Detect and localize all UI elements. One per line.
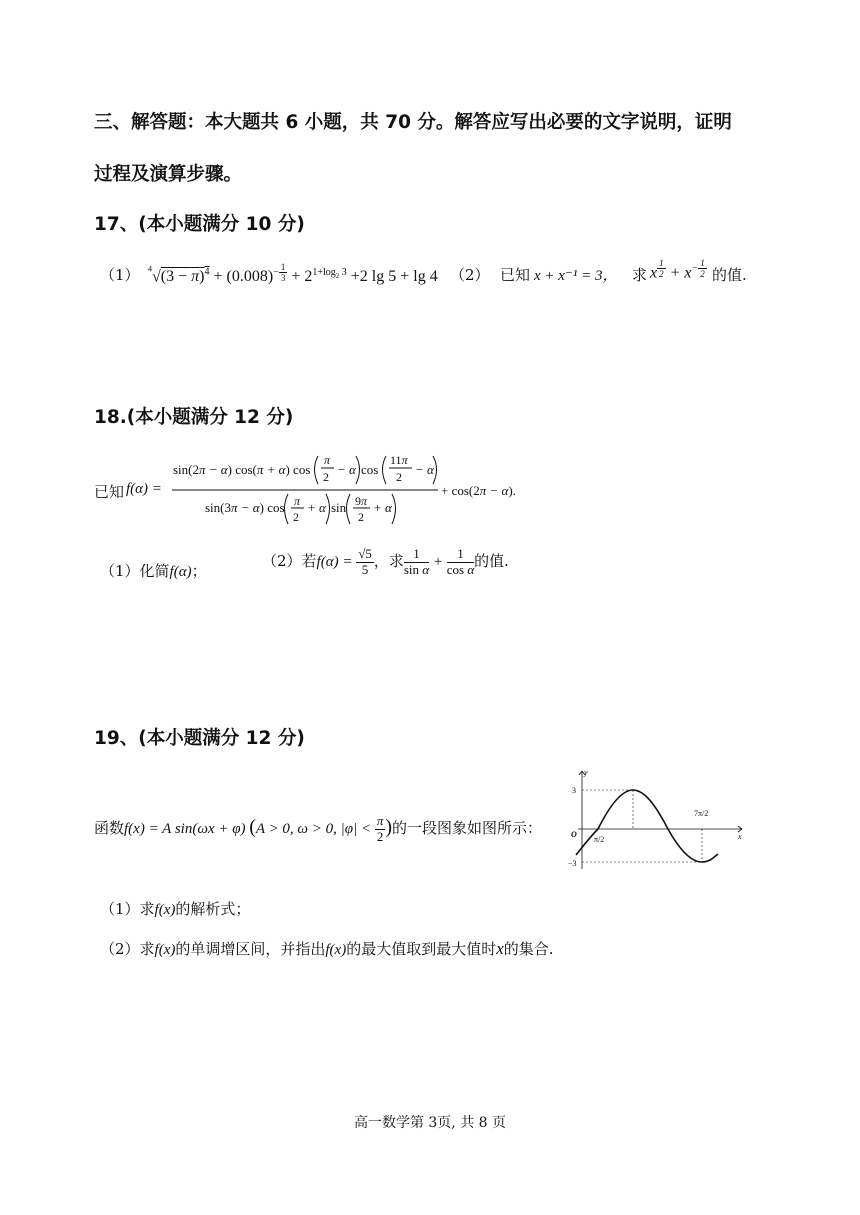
q19-header: 19、(本小题满分 12 分)	[94, 728, 305, 749]
q19-part2	[100, 938, 554, 959]
q18-part1-tail: ；	[191, 562, 207, 580]
q17-part2-seek: 求	[632, 266, 648, 284]
graph-y-label: y	[584, 768, 588, 777]
q19-part1-label: （1）求	[100, 900, 155, 918]
q18-part2-expr: $\frac{1}{\text{sin α}}$ + $\frac{1}{\text{cos α}}$	[403, 546, 475, 577]
q19-part2-mid2: 的最大值取到最大值时	[346, 940, 497, 958]
svg-text:2: 2	[293, 510, 299, 524]
q19-part2-x: x	[496, 939, 504, 958]
section-title-line2: 过程及演算步骤。	[94, 164, 243, 185]
svg-text:cos: cos	[361, 462, 379, 477]
svg-text:9π: 9π	[355, 494, 368, 508]
q19-part2-f1: f(x)	[154, 942, 176, 958]
svg-text:+ α: + α	[307, 500, 326, 515]
q18-part2-mid: ，求	[373, 551, 404, 570]
graph-tick-x2: 7π/2	[694, 809, 709, 818]
section-title-line1: 三、解答题：本大题共 6 小题，共 70 分。解答应写出必要的文字说明，证明	[94, 112, 732, 133]
graph-tick-x1: π/2	[594, 835, 605, 844]
q19-part1-f: f(x)	[154, 902, 176, 918]
q19-part2-mid: 的单调增区间，并指出	[175, 940, 326, 958]
svg-text:π: π	[294, 494, 301, 508]
svg-text:2: 2	[358, 510, 364, 524]
q18-header: 18.(本小题满分 12 分)	[94, 407, 294, 428]
q19-part1-tail: 的解析式；	[175, 900, 251, 918]
sine-curve	[576, 790, 718, 862]
q19-function-def: f(x) = A sin(ωx + φ) (A > 0, ω > 0, |φ| < $\frac{\pi}{2}$ )	[124, 813, 393, 844]
q18-part2-tail: 的值.	[474, 551, 509, 570]
q17-part2-given: 已知	[500, 266, 531, 284]
svg-text:11π: 11π	[390, 453, 408, 467]
q17-part1-expression: $^4√(3 - \pi)^4 + (0.008)^{- \frac{1}{3}}$ + $2^{1+log_2 3} +2$ lg 5 + lg 4	[148, 262, 438, 286]
q19-sine-graph	[560, 765, 750, 875]
q17-part2-condition: x + x⁻¹ = 3，	[534, 268, 618, 284]
q19-intro	[94, 814, 542, 845]
q19-part1	[100, 898, 250, 919]
graph-x-label: x	[738, 832, 742, 841]
q17-part2-tail: 的值.	[712, 266, 747, 284]
graph-origin: O	[571, 830, 577, 839]
q18-part1	[100, 560, 207, 581]
svg-text:sin: sin	[331, 500, 347, 515]
svg-text:π: π	[324, 453, 331, 467]
q19-intro-tail: 的一段图象如图所示：	[392, 818, 543, 837]
q17-part1-label: （1）	[100, 266, 140, 284]
svg-text:− α: − α	[415, 462, 434, 477]
page-footer: 高一数学第 3页, 共 8 页	[353, 1115, 507, 1131]
q17-part2-expression: x $^{\frac{1}{2}}$ + $x^{- \frac{1}{2}}$	[650, 258, 705, 282]
q19-part2-label: （2）求	[100, 940, 155, 958]
q18-part1-f: f(α)	[169, 564, 192, 580]
graph-tick-y-neg: −3	[568, 859, 577, 868]
q18-part2-label: （2）若	[262, 551, 317, 570]
q19-intro-label: 函数	[94, 818, 125, 837]
q18-part2	[262, 547, 509, 578]
svg-text:+ cos(2π − α).: + cos(2π − α).	[441, 483, 516, 498]
svg-text:+ α: + α	[373, 500, 392, 515]
q18-f-alpha: f(α) =	[126, 481, 162, 497]
q17-header: 17、(本小题满分 10 分)	[94, 214, 305, 235]
q19-part2-tail: 的集合.	[503, 940, 554, 958]
svg-text:− α: − α	[337, 462, 356, 477]
q18-given: 已知	[94, 483, 125, 501]
svg-text:sin(3π − α) cos: sin(3π − α) cos	[205, 500, 285, 515]
svg-text:sin(2π − α) cos(π + α) cos: sin(2π − α) cos(π + α) cos	[173, 462, 311, 477]
q18-part2-cond: f(α) = $\frac{√5}{5}$	[316, 546, 372, 577]
graph-tick-y-pos: 3	[572, 786, 576, 795]
q17-part2-label: （2）	[450, 266, 490, 284]
svg-text:2: 2	[396, 470, 402, 484]
q18-part1-label: （1）化简	[100, 562, 170, 580]
q18-big-fraction	[170, 450, 530, 530]
svg-text:2: 2	[323, 470, 329, 484]
q19-part2-f2: f(x)	[325, 942, 347, 958]
